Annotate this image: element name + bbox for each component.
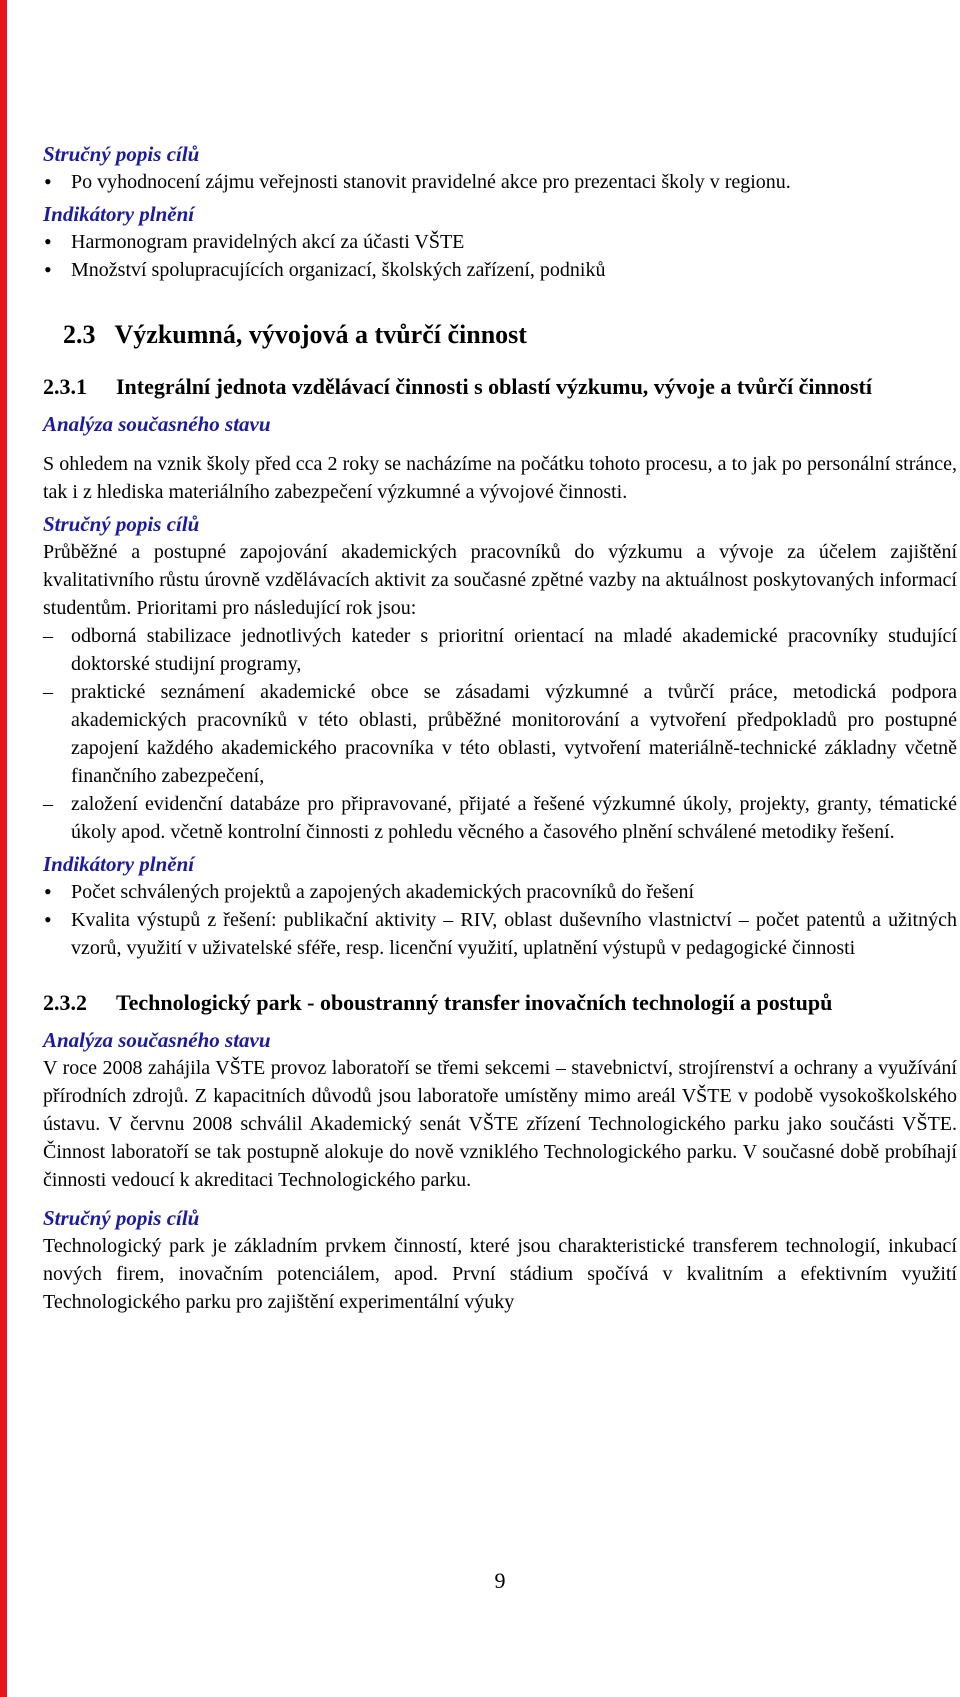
analysis-label: Analýza současného stavu — [43, 412, 271, 436]
indicators-label: Indikátory plnění — [43, 852, 195, 876]
list-item: • Počet schválených projektů a zapojených akademických pracovníků do řešení — [43, 878, 957, 906]
goal-label: Stručný popis cílů — [43, 512, 200, 536]
subsection-heading — [43, 988, 957, 1018]
left-margin-bar — [0, 0, 7, 1697]
subsection-number: 2.3.2 — [43, 990, 87, 1015]
list-item: • Množství spolupracujících organizací, školských zařízení, podniků — [43, 256, 957, 284]
goal-label: Stručný popis cílů — [43, 1206, 200, 1230]
goal-label: Stručný popis cílů — [43, 142, 200, 166]
analysis-text: V roce 2008 zahájila VŠTE provoz laboratoří se třemi sekcemi – stavebnictví, strojírenství a ochrany a využívání přírodních zdrojů. Z kapacitních důvodů jsou laboratoře umístěny mimo areál VŠTE v podobě vysokoškolského ústavu. V červnu 2008 schválil Akademický senát VŠTE zřízení Technologického parku jako součásti VŠTE. Činnost laboratoří se tak postupně alokuje do nově vzniklého Technologického parku. V současné době probíhají činnosti vedoucí k akreditaci Technologického parku. — [43, 1057, 957, 1191]
section-heading — [63, 318, 957, 352]
page-content — [43, 140, 957, 1316]
goal-text: Technologický park je základním prvkem činností, které jsou charakteristické transferem technologií, inkubací nových firem, inovačním potenciálem, apod. První stádium spočívá v kvalitním a efektivním využití Technologického parku pro zajištění experimentální výuky — [43, 1235, 957, 1313]
subsection-title: Integrální jednota vzdělávací činnosti s oblastí výzkumu, vývoje a tvůrčí činností — [116, 374, 872, 399]
analysis-text: S ohledem na vznik školy před cca 2 roky se nacházíme na počátku tohoto procesu, a to jak po personální stránce, tak i z hlediska materiálního zabezpečení výzkumné a vývojové činnosti. — [43, 453, 957, 503]
indicators-list — [43, 878, 957, 962]
list-item: – založení evidenční databáze pro připravované, přijaté a řešené výzkumné úkoly, projekty, granty, tématické úkoly apod. včetně kontrolní činnosti z pohledu věcného a časového plnění schválené metodiky řešení. — [43, 790, 957, 846]
subsection-heading — [43, 372, 957, 402]
subsection-title: Technologický park - oboustranný transfer inovačních technologií a postupů — [116, 990, 833, 1015]
list-item: – odborná stabilizace jednotlivých kateder s prioritní orientací na mladé akademické pracovníky studující doktorské studijní programy, — [43, 622, 957, 678]
indicators-label: Indikátory plnění — [43, 202, 195, 226]
list-item: • Po vyhodnocení zájmu veřejnosti stanovit pravidelné akce pro prezentaci školy v regionu. — [43, 168, 957, 196]
goal-text: Průběžné a postupné zapojování akademických pracovníků do výzkumu a vývoje za účelem zajištění kvalitativního růstu úrovně vzdělávacích aktivit za současné zpětné vazby na aktuálnost poskytovaných informací studentům. Prioritami pro následující rok jsou: — [43, 541, 957, 619]
page-number: 9 — [494, 1568, 506, 1593]
indicators-list — [43, 228, 957, 284]
list-item: • Harmonogram pravidelných akcí za účasti VŠTE — [43, 228, 957, 256]
list-item: – praktické seznámení akademické obce se zásadami výzkumné a tvůrčí práce, metodická podpora akademických pracovníků v této oblasti, průběžné monitorování a vytvoření předpokladů pro postupné zapojení každého akademického pracovníka v této oblasti, vytvoření materiálně-technické základny včetně finančního zabezpečení, — [43, 678, 957, 790]
list-item: • Kvalita výstupů z řešení: publikační aktivity – RIV, oblast duševního vlastnictví – počet patentů a užitných vzorů, využití v uživatelské sféře, resp. licenční využití, uplatnění výstupů v pedagogické činnosti — [43, 906, 957, 962]
section-number: 2.3 — [63, 320, 96, 349]
subsection-number: 2.3.1 — [43, 374, 87, 399]
analysis-label: Analýza současného stavu — [43, 1028, 271, 1052]
section-title: Výzkumná, vývojová a tvůrčí činnost — [114, 320, 527, 349]
priorities-list — [43, 622, 957, 846]
goal-list — [43, 168, 957, 196]
